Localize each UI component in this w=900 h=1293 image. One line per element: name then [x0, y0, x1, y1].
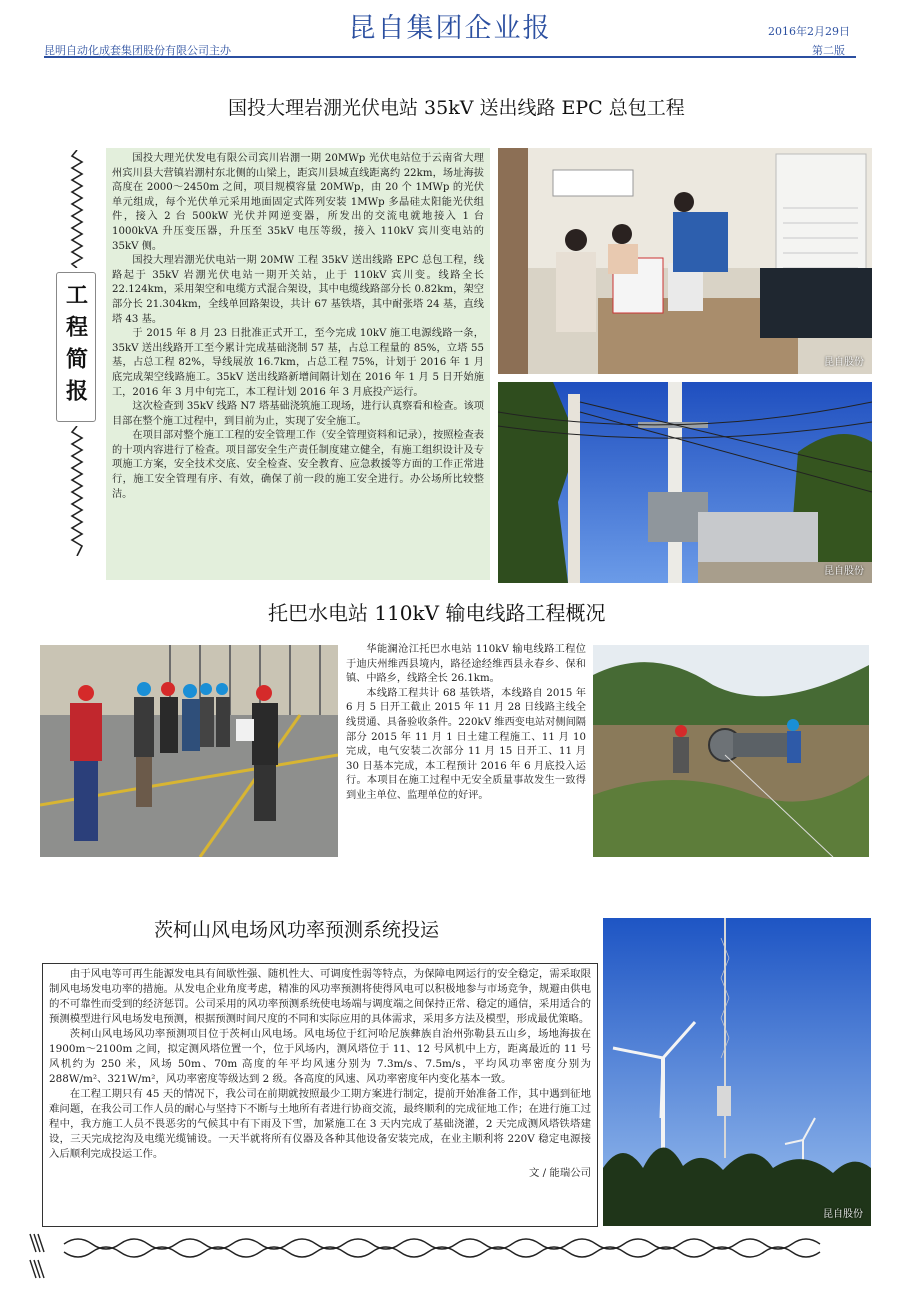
photo-cable-pulling	[593, 645, 869, 857]
section-label: 工程简报	[62, 283, 89, 411]
newspaper-title: 昆自集团企业报	[348, 13, 552, 44]
zigzag-ornament-bottom	[70, 426, 84, 556]
photo-watermark: 昆自股份	[824, 357, 864, 368]
article-1-paragraph: 于 2015 年 8 月 23 日批准正式开工，至今完成 10kV 施工电源线路一条，35kV 送出线路开工至今累计完成基础浇制 57 基，占总工程量的 85%，立塔 55 基，占总工程 82%，导线展放 16.7km，占总工程 75%，计划于 2016 年 1 月底完成架空线路施工。35kV 送出线路新增间隔计划在 2016 年 1 月 5 日开始施工，2016 年 3 月中旬完工，本工程计划 2016 年 3 月底投产运行。	[112, 328, 484, 398]
photo-utility-pole	[498, 382, 872, 583]
article-1-paragraph: 在项目部对整个施工工程的安全管理工作（安全管理资料和记录），按照检查表的十项内容进行了检查。项目部安全生产责任制度建立健全，有施工组织设计及专项施工方案，安全技术交底、安全检查、安全教育、应急救援等方面的工作正常进行，施工安全管理有序、有效，确保了前一段的施工安全进行。办公场所比较整洁。	[112, 430, 484, 500]
article-1-paragraph: 国投大理岩淜光伏电站一期 20MW 工程 35kV 送出线路 EPC 总包工程，线路起于 35kV 岩淜光伏电站一期开关站，止于 110kV 宾川变。线路全长 22.124km，采用架空和电缆方式混合架设，其中电缆线路部分长 0.82km，架空部分长 21.304km，全线单回路架设，共计 67 基铁塔，其中耐张塔 24 基，直线塔 43 基。	[112, 255, 484, 325]
photo-substation-team	[40, 645, 338, 857]
article-2-paragraph: 本线路工程共计 68 基铁塔，本线路自 2015 年 6 月 5 日开工截止 2015 年 11 月 28 日线路主线全线贯通、具备验收条件。220kV 维西变电站对侧间隔部分 2015 年 11 月 1 日土建工程施工、11 月 10 完成，电气安装二次部分 11 月 15 日开工、11 月 30 日基本完成，本工程预计 2016 年 6 月底投入运行。本项目在施工过程中无安全质量事故发生一致得到业主单位、监理单位的好评。	[346, 687, 586, 801]
photo-watermark: 昆自股份	[823, 1209, 863, 1220]
article-3-paragraph: 由于风电等可再生能源发电具有间歇性强、随机性大、可调度性弱等特点，为保障电网运行的安全稳定，需采取限制风电场发电功率的措施。从发电企业角度考虑，精准的风功率预测将使得风电可以积极地参与市场竞争，规避由供电的不可靠性而受到的经济惩罚。公司采用的风功率预测系统使电场端与调度端之间保持正常、稳定的通信，采用适合的预测模型进行风电场发电预测，根据预测时间尺度的不同和实际应用的具体需求，采用多方法及模型，形成最优策略。	[49, 968, 591, 1025]
article-3-body	[42, 963, 598, 1227]
issue-date: 2016年2月29日	[768, 25, 850, 38]
article-2-headline: 托巴水电站 110kV 输电线路工程概况	[268, 601, 606, 625]
edition-label: 第二版	[812, 44, 845, 57]
photo-watermark: 昆自股份	[824, 566, 864, 577]
article-2-paragraph: 华能澜沧江托巴水电站 110kV 输电线路工程位于迪庆州维西县境内，路径途经维西县永春乡、保和镇、中路乡，线路全长 26.1km。	[346, 644, 586, 685]
zigzag-ornament-top	[70, 150, 84, 268]
article-1-body	[106, 148, 490, 580]
footer-wave-ornament	[0, 1230, 900, 1293]
article-3-paragraph: 在工程工期只有 45 天的情况下，我公司在前期就按照最少工期方案进行制定，提前开始准备工作，其中遇到征地难问题，在我公司工作人员的耐心与坚持下不断与土地所有者进行协商交流，最终顺利的完成征地工作；在进行施工过程中，我方施工人员不畏恶劣的气候其中有下雨及下雪，加紧施工在 3 天内完成了基础浇灌，2 天完成测风塔铁塔建设，三天完成挖沟及电缆光缆铺设。一天半就将所有仪器及各种其他设备安装完成，在业主顺利将 220V 稳定电源接入后顺利完成投运工作。	[49, 1088, 591, 1160]
section-label-box	[56, 272, 96, 422]
article-1-headline: 国投大理岩淜光伏电站 35kV 送出线路 EPC 总包工程	[228, 97, 685, 119]
article-3-headline: 茨柯山风电场风功率预测系统投运	[154, 919, 440, 941]
masthead-divider	[44, 56, 856, 58]
article-3-byline: 文 / 能瑞公司	[528, 1167, 591, 1179]
article-1-paragraph: 这次检查到 35kV 线路 N7 塔基础浇筑施工现场，进行认真察看和检查。该项目部在整个施工过程中，到目前为止，实现了安全施工。	[112, 401, 484, 427]
photo-wind-mast	[603, 918, 871, 1226]
article-3-paragraph: 茨柯山风电场风功率预测项目位于茨柯山风电场。风电场位于红河哈尼族彝族自治州弥勒县五山乡，场地海拔在 1900m～2100m 之间，拟定测风塔位置一个，位于风场内，测风塔位于 11、12 号风机中上方，距离最近的 11 号风机约为 250 米，风场 50m、70m 高度的年平均风速分别为 7.3m/s、7.5m/s，平均风功率密度分别为 288W/m²、321W/m²，风功率密度等级达到 2 级。各高度的风速、风功率密度年内变化基本一致。	[49, 1028, 591, 1085]
sponsor-line: 昆明自动化成套集团股份有限公司主办	[44, 44, 231, 57]
article-1-paragraph: 国投大理光伏发电有限公司宾川岩淜一期 20MWp 光伏电站位于云南省大理州宾川县大营镇岩淜村东北侧的山梁上，距宾川县城直线距离约 22km，场址海拔高度在 2000～2450m 之间，项目规模容量 20MWp，由 20 个 1MWp 的光伏单元组成，每个光伏单元采用地面固定式阵列安装 1MWp 多晶硅太阳能光伏组件，接入 2 台 500kW 光伏并网逆变器，所发出的交流电就地接入 1 台 1000kVA 升压变压器，升压至 35kV 电压等级，接入 110kV 宾川变电站的 35kV 侧。	[112, 153, 484, 252]
article-2-body	[346, 643, 586, 804]
photo-office-inspection	[498, 148, 872, 374]
